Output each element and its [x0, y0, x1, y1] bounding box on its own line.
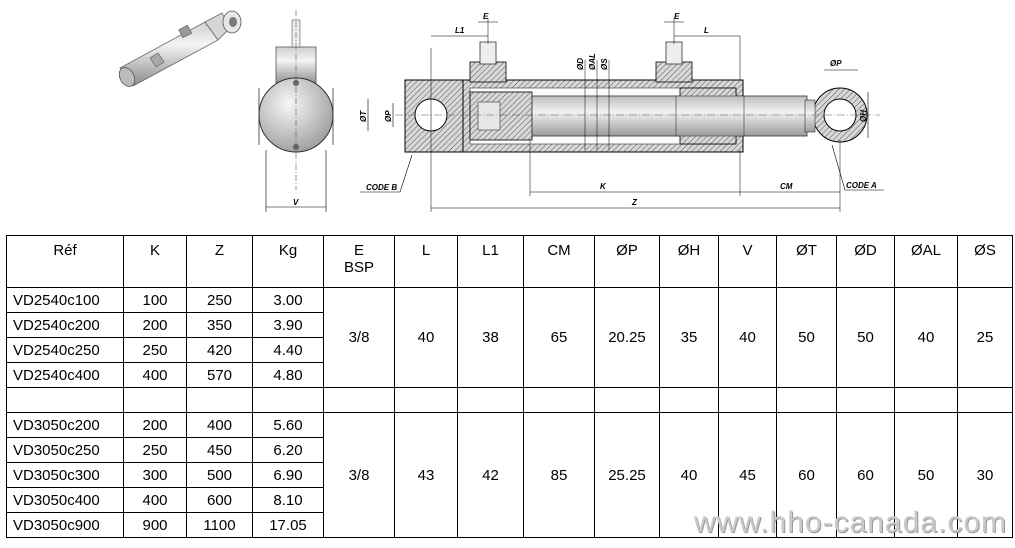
cell-kg: 3.90: [253, 313, 324, 338]
cylinder-end-view: [259, 10, 333, 212]
cell-z: 450: [187, 438, 253, 463]
spacer-cell: [395, 388, 458, 413]
cell-kg: 17.05: [253, 513, 324, 538]
cell-ref: VD2540c400: [7, 363, 124, 388]
cell-os: 25: [958, 288, 1013, 388]
col-header-l: L: [395, 236, 458, 288]
spec-table: [6, 235, 1013, 538]
col-header-z: Z: [187, 236, 253, 288]
cell-os: 30: [958, 413, 1013, 538]
e-dimension-label-left: E: [483, 12, 489, 21]
cell-kg: 6.20: [253, 438, 324, 463]
cell-z: 250: [187, 288, 253, 313]
l-dimension-label: L: [704, 26, 709, 35]
spacer-cell: [7, 388, 124, 413]
col-header-ref: Réf: [7, 236, 124, 288]
table-row: [7, 288, 1013, 313]
code-a-label: CODE A: [846, 181, 877, 190]
od-dimension-label: ØD: [576, 58, 585, 70]
col-header-ot: ØT: [777, 236, 837, 288]
col-header-cm: CM: [524, 236, 595, 288]
col-header-l1: L1: [458, 236, 524, 288]
col-header-v: V: [719, 236, 777, 288]
cell-ref: VD3050c900: [7, 513, 124, 538]
cell-z: 500: [187, 463, 253, 488]
oh-dimension-label: ØH: [859, 110, 868, 122]
code-b-label: CODE B: [366, 183, 398, 192]
spacer-cell: [253, 388, 324, 413]
cell-ot: 50: [777, 288, 837, 388]
cell-op: 25.25: [595, 413, 660, 538]
site-watermark: www.hho-canada.com: [693, 506, 1007, 539]
col-header-os: ØS: [958, 236, 1013, 288]
cell-l: 43: [395, 413, 458, 538]
table-spacer-row: [7, 388, 1013, 413]
cell-k: 900: [124, 513, 187, 538]
cell-z: 350: [187, 313, 253, 338]
col-header-e-bsp: [324, 236, 395, 288]
cell-oh: 40: [660, 413, 719, 538]
spacer-cell: [124, 388, 187, 413]
cell-kg: 8.10: [253, 488, 324, 513]
col-header-k: K: [124, 236, 187, 288]
cell-kg: 4.80: [253, 363, 324, 388]
op-dimension-label-left: ØP: [384, 110, 393, 122]
spacer-cell: [187, 388, 253, 413]
cell-l: 40: [395, 288, 458, 388]
col-header-e: E: [353, 242, 364, 259]
cell-l1: 38: [458, 288, 524, 388]
cell-ref: VD3050c300: [7, 463, 124, 488]
cell-z: 1100: [187, 513, 253, 538]
cell-e: 3/8: [324, 413, 395, 538]
spacer-cell: [719, 388, 777, 413]
cell-kg: 3.00: [253, 288, 324, 313]
table-row: [7, 413, 1013, 438]
cell-z: 570: [187, 363, 253, 388]
z-dimension-label: Z: [632, 198, 637, 207]
col-header-oal: ØAL: [895, 236, 958, 288]
cell-ot: 60: [777, 413, 837, 538]
op-dimension-label-right: ØP: [830, 59, 842, 68]
col-header-op: ØP: [595, 236, 660, 288]
cell-k: 400: [124, 363, 187, 388]
l1-dimension-label: L1: [455, 26, 465, 35]
cell-ref: VD3050c400: [7, 488, 124, 513]
cell-ref: VD3050c250: [7, 438, 124, 463]
cell-z: 400: [187, 413, 253, 438]
cell-v: 40: [719, 288, 777, 388]
cylinder-3d-view: [116, 11, 241, 89]
cell-ref: VD2540c250: [7, 338, 124, 363]
spacer-cell: [895, 388, 958, 413]
cell-ref: VD2540c200: [7, 313, 124, 338]
cell-kg: 5.60: [253, 413, 324, 438]
col-header-oh: ØH: [660, 236, 719, 288]
spacer-cell: [524, 388, 595, 413]
os-dimension-label: ØS: [600, 58, 609, 70]
e-dimension-label-right: E: [674, 12, 680, 21]
cell-k: 100: [124, 288, 187, 313]
cylinder-section-view: [359, 12, 884, 212]
col-header-od: ØD: [837, 236, 895, 288]
cell-k: 300: [124, 463, 187, 488]
cm-dimension-label: CM: [780, 182, 793, 191]
cell-ref: VD3050c200: [7, 413, 124, 438]
cell-z: 420: [187, 338, 253, 363]
oal-dimension-label: ØAL: [588, 53, 597, 70]
table-header-row: [7, 236, 1013, 288]
spacer-cell: [324, 388, 395, 413]
cell-z: 600: [187, 488, 253, 513]
cell-cm: 65: [524, 288, 595, 388]
col-header-kg: Kg: [253, 236, 324, 288]
cell-k: 400: [124, 488, 187, 513]
cell-k: 200: [124, 313, 187, 338]
cell-oal: 40: [895, 288, 958, 388]
cell-od: 50: [837, 288, 895, 388]
v-dimension-label: V: [293, 198, 299, 207]
spacer-cell: [777, 388, 837, 413]
cell-od: 60: [837, 413, 895, 538]
cell-kg: 4.40: [253, 338, 324, 363]
col-header-bsp: BSP: [343, 259, 374, 276]
cell-cm: 85: [524, 413, 595, 538]
cell-l1: 42: [458, 413, 524, 538]
cell-op: 20.25: [595, 288, 660, 388]
spacer-cell: [837, 388, 895, 413]
cell-k: 200: [124, 413, 187, 438]
spacer-cell: [595, 388, 660, 413]
cell-e: 3/8: [324, 288, 395, 388]
cell-k: 250: [124, 338, 187, 363]
cell-k: 250: [124, 438, 187, 463]
cell-ref: VD2540c100: [7, 288, 124, 313]
cell-oh: 35: [660, 288, 719, 388]
spacer-cell: [660, 388, 719, 413]
k-dimension-label: K: [600, 182, 606, 191]
ot-dimension-label: ØT: [359, 110, 368, 122]
cell-kg: 6.90: [253, 463, 324, 488]
cell-oal: 50: [895, 413, 958, 538]
cylinder-drawing: [0, 0, 1015, 230]
spacer-cell: [958, 388, 1013, 413]
spacer-cell: [458, 388, 524, 413]
cell-v: 45: [719, 413, 777, 538]
